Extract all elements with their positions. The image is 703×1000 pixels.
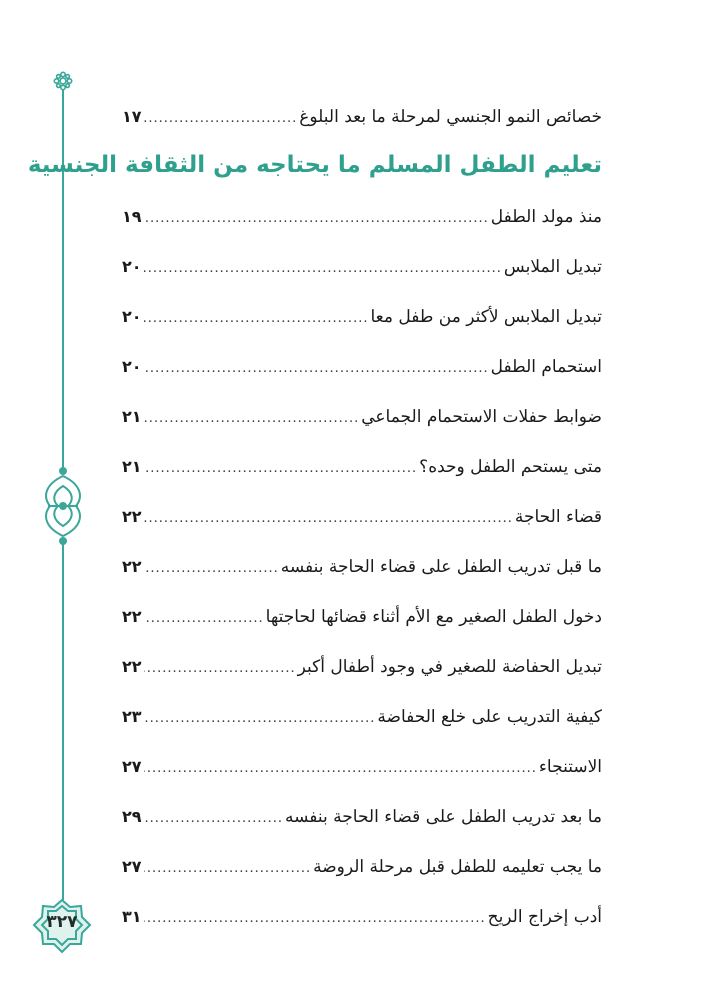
toc-entry-title: تبديل الحفاضة للصغير في وجود أطفال أكبر [297,657,602,677]
toc-leader-dots [144,848,312,890]
toc-entry [122,496,602,546]
toc-entry-title: خصائص النمو الجنسي لمرحلة ما بعد البلوغ [299,107,602,127]
toc-leader-dots [144,298,369,340]
toc-entry-page: ٢١ [122,407,142,426]
toc-entry-page: ٢١ [122,457,142,476]
toc-entry-list [122,196,602,946]
toc-leader-dots [144,448,418,490]
toc-leader-dots [144,698,376,740]
border-line-bottom [62,544,64,900]
toc-entry-title: كيفية التدريب على خلع الحفاضة [377,707,602,727]
section-heading: تعليم الطفل المسلم ما يحتاجه من الثقافة الجنسية [27,152,602,178]
toc-leader-dots [144,598,264,640]
toc-entry-page: ٢٠ [122,307,142,326]
page-number: ٣٢٧ [46,912,78,932]
toc-entry [122,196,602,246]
toc-leader-dots [144,398,360,440]
toc-entry-page: ٢٣ [122,707,142,726]
toc-entry-title: دخول الطفل الصغير مع الأم أثناء قضائها لحاجتها [265,607,602,627]
toc-entry-title: استحمام الطفل [490,357,602,377]
toc-entry [122,896,602,946]
toc-entry [122,646,602,696]
toc-entry [122,96,602,140]
toc-entry-page: ٢٢ [122,607,142,626]
toc-leader-dots [144,548,279,590]
toc-entry [122,746,602,796]
toc-entry [122,696,602,746]
toc-leader-dots [144,98,298,140]
toc-entry-page: ٢٧ [122,857,142,876]
toc-leader-dots [144,648,296,690]
toc-entry [122,396,602,446]
toc-entry-page: ٢٠ [122,357,142,376]
flower-ornament-icon [52,70,74,92]
toc-entry-title: تبديل الملابس [503,257,602,277]
toc-entry-title: الاستنجاء [538,757,602,777]
toc-leader-dots [144,748,537,790]
toc-entry-title: أدب إخراج الريح [487,907,602,927]
toc-entry-title: متى يستحم الطفل وحده؟ [419,457,602,477]
toc-leader-dots [144,498,513,540]
toc-entry [122,846,602,896]
toc-entry-title: تبديل الملابس لأكثر من طفل معا [370,307,602,327]
toc-entry-page: ٢٢ [122,507,142,526]
toc-leader-dots [144,798,283,840]
toc-entry [122,546,602,596]
toc-entry-title: ما قبل تدريب الطفل على قضاء الحاجة بنفسه [280,557,602,577]
toc-entry-page: ٣١ [122,907,142,926]
toc-leader-dots [144,248,502,290]
toc-entry-title: ضوابط حفلات الاستحمام الجماعي [361,407,602,427]
toc-leader-dots [144,898,486,940]
toc-entry-page: ٢٩ [122,807,142,826]
toc-leader-dots [144,198,489,240]
toc-entry [122,446,602,496]
toc-entry-title: ما يجب تعليمه للطفل قبل مرحلة الروضة [313,857,602,877]
toc-entry [122,346,602,396]
toc-entry-page: ٢٢ [122,557,142,576]
toc-entry [122,246,602,296]
toc-leader-dots [144,348,489,390]
toc-entry-title: قضاء الحاجة [514,507,602,527]
toc-entry [122,796,602,846]
toc-entry-page: ٢٧ [122,757,142,776]
toc-entry [122,596,602,646]
toc-entry-title: ما بعد تدريب الطفل على قضاء الحاجة بنفسه [285,807,602,827]
toc-entry-page: ٢٢ [122,657,142,676]
toc-entry-page: ١٧ [122,107,142,126]
toc-entry [122,296,602,346]
toc-entry-title: منذ مولد الطفل [490,207,602,227]
arabesque-ornament-icon [38,466,88,546]
toc-entry-page: ١٩ [122,207,142,226]
toc-entry-page: ٢٠ [122,257,142,276]
